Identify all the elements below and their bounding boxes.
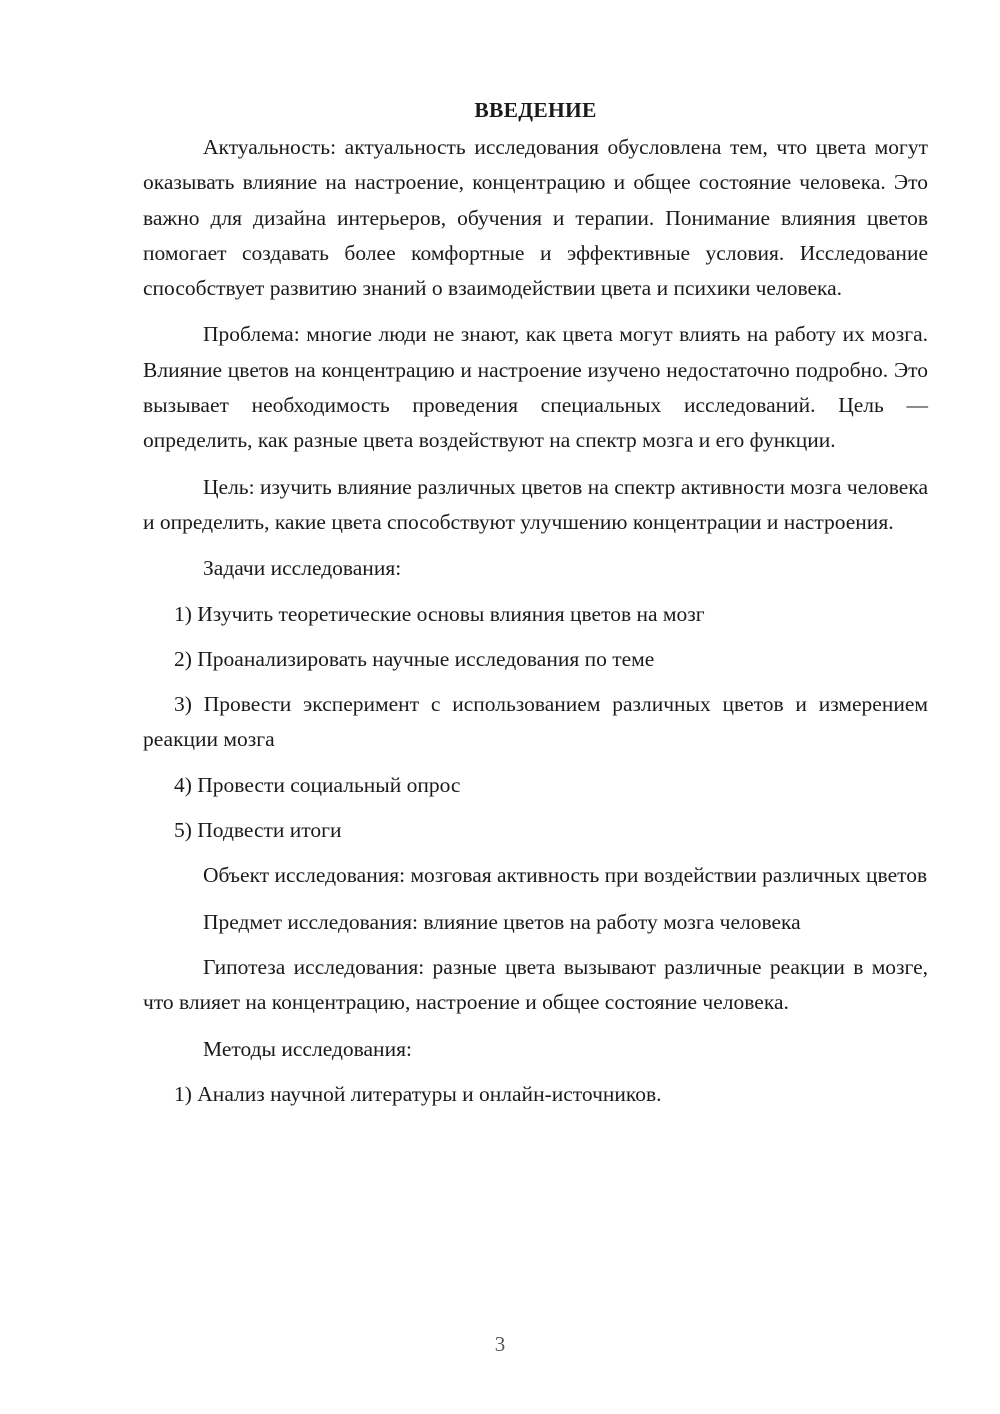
- methods-heading: Методы исследования:: [203, 1036, 412, 1061]
- hypothesis-paragraph: Гипотеза исследования: разные цвета вызывают различные реакции в мозге, что влияет на концентрацию, настроение и общее состояние человека.: [143, 954, 928, 1015]
- task-item: 2) Проанализировать научные исследования по теме: [174, 646, 655, 671]
- task-item: 5) Подвести итоги: [174, 818, 342, 843]
- task-item: 1) Изучить теоретические основы влияния цветов на мозг: [174, 601, 705, 626]
- problem-paragraph: Проблема: многие люди не знают, как цвета могут влиять на работу их мозга. Влияние цветов на концентрацию и настроение изучено недостаточно подробно. Это вызывает необходимость проведения специальных исследований. Цель — определить, как разные цвета воздействуют на спектр мозга и его функции.: [143, 322, 928, 453]
- tasks-heading: Задачи исследования:: [203, 556, 402, 581]
- task-item: 3) Провести эксперимент с использованием различных цветов и измерением реакции мозга: [143, 692, 928, 752]
- task-item: 4) Провести социальный опрос: [174, 772, 461, 797]
- object-paragraph: Объект исследования: мозговая активность при воздействии различных цветов: [203, 863, 928, 888]
- section-heading: ВВЕДЕНИЕ: [474, 98, 597, 122]
- subject-paragraph: Предмет исследования: влияние цветов на работу мозга человека: [203, 909, 801, 934]
- relevance-paragraph: Актуальность: актуальность исследования обусловлена тем, что цвета могут оказывать влияние на настроение, концентрацию и общее состояние человека. Это важно для дизайна интерьеров, обучения и терапии. Понимание влияния цветов помогает создавать более комфортные и эффективные условия. Исследование способствует развитию знаний о взаимодействии цвета и психики человека.: [143, 135, 928, 301]
- method-item: 1) Анализ научной литературы и онлайн-источников.: [174, 1081, 662, 1106]
- document-page: [143, 92, 928, 1122]
- goal-paragraph: Цель: изучить влияние различных цветов на спектр активности мозга человека и определить, какие цвета способствуют улучшению концентрации и настроения.: [143, 474, 928, 534]
- page-number: 3: [494, 1332, 506, 1356]
